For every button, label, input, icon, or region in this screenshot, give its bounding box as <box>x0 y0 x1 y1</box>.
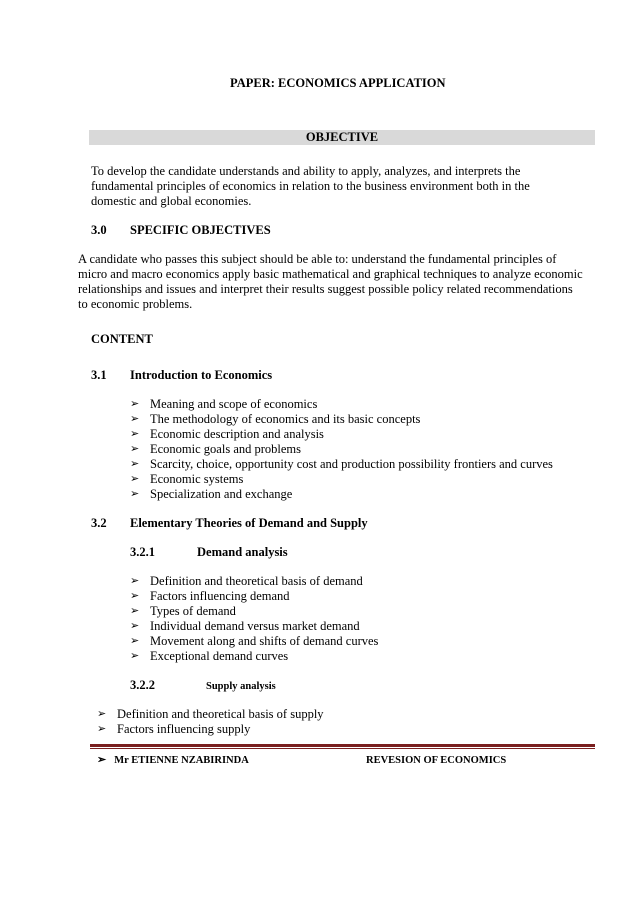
section-3-2-2-number: 3.2.2 <box>130 678 155 692</box>
list-item: ➢ Scarcity, choice, opportunity cost and production possibility frontiers and curves <box>130 457 553 471</box>
arrow-bullet-icon: ➢ <box>130 620 140 632</box>
list-item: ➢ Specialization and exchange <box>130 487 293 501</box>
specific-text: A candidate who passes this subject should be able to: understand the fundamental principles of micro and macro economics apply basic mathematical and graphical techniques to analyze economic relationships and issues and interpret their results suggest possible policy related recommendations to economic problems. <box>78 252 583 311</box>
specific-heading: SPECIFIC OBJECTIVES <box>130 223 271 237</box>
arrow-bullet-icon: ➢ <box>130 458 140 470</box>
arrow-bullet-icon: ➢ <box>97 723 107 735</box>
arrow-bullet-icon: ➢ <box>130 413 140 425</box>
list-item: ➢ Factors influencing demand <box>130 589 290 603</box>
arrow-bullet-icon: ➢ <box>130 398 140 410</box>
arrow-bullet-icon: ➢ <box>130 428 140 440</box>
section-3-1-title: Introduction to Economics <box>130 368 273 382</box>
section-3-2-1-list <box>130 574 378 664</box>
arrow-bullet-icon: ➢ <box>130 473 140 485</box>
arrow-bullet-icon: ➢ <box>130 575 140 587</box>
section-3-2-2-title: Supply analysis <box>206 681 276 692</box>
arrow-bullet-icon: ➢ <box>130 635 140 647</box>
list-item: ➢ Economic description and analysis <box>130 427 324 441</box>
arrow-bullet-icon: ➢ <box>130 488 140 500</box>
arrow-bullet-icon: ➢ <box>130 590 140 602</box>
arrow-bullet-icon: ➢ <box>130 605 140 617</box>
list-item: ➢ Economic systems <box>130 472 244 486</box>
footer-author: ➢ Mr ETIENNE NZABIRINDA <box>97 754 249 766</box>
list-item: ➢ Individual demand versus market demand <box>130 619 360 633</box>
section-3-2-1-title: Demand analysis <box>197 545 288 559</box>
specific-number: 3.0 <box>91 223 107 237</box>
list-item: ➢ Exceptional demand curves <box>130 649 289 663</box>
list-item: ➢ Economic goals and problems <box>130 442 302 456</box>
list-item: ➢ The methodology of economics and its basic concepts <box>130 412 421 426</box>
objective-text: To develop the candidate understands and ability to apply, analyzes, and interprets the fundamental principles of economics in relation to the business environment both in the domestic and global economies. <box>91 164 530 208</box>
section-3-1-number: 3.1 <box>91 368 107 382</box>
list-item: ➢ Definition and theoretical basis of demand <box>130 574 363 588</box>
objective-heading: OBJECTIVE <box>89 130 595 145</box>
arrow-bullet-icon: ➢ <box>130 650 140 662</box>
arrow-bullet-icon: ➢ <box>97 708 107 720</box>
arrow-bullet-icon: ➢ <box>97 754 107 766</box>
footer-divider <box>90 744 595 747</box>
paper-title: PAPER: ECONOMICS APPLICATION <box>230 76 446 90</box>
list-item: ➢ Factors influencing supply <box>97 722 251 736</box>
list-item: ➢ Definition and theoretical basis of supply <box>97 707 324 721</box>
footer-divider-thin <box>90 748 595 749</box>
section-3-2-title: Elementary Theories of Demand and Supply <box>130 516 368 530</box>
section-3-2-number: 3.2 <box>91 516 107 530</box>
footer-course: REVESION OF ECONOMICS <box>366 755 507 766</box>
section-3-2-1-number: 3.2.1 <box>130 545 155 559</box>
section-3-1-list <box>130 397 553 502</box>
section-3-2-2-list <box>97 707 324 737</box>
list-item: ➢ Movement along and shifts of demand curves <box>130 634 379 648</box>
content-heading: CONTENT <box>91 332 153 346</box>
list-item: ➢ Types of demand <box>130 604 236 618</box>
arrow-bullet-icon: ➢ <box>130 443 140 455</box>
list-item: ➢ Meaning and scope of economics <box>130 397 318 411</box>
